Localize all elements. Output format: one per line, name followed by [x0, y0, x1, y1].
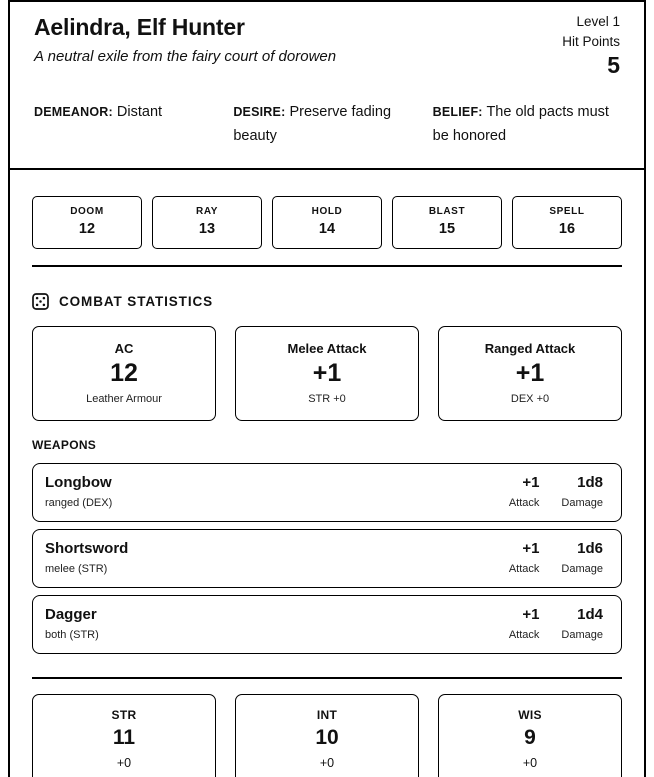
ability-label: STR: [111, 708, 137, 722]
weapon-attack-col: [509, 473, 540, 511]
weapon-damage-label: Damage: [561, 629, 603, 641]
weapon-stats: [509, 473, 603, 511]
stat-card-ac: [32, 326, 216, 421]
weapon-damage-label: Damage: [561, 563, 603, 575]
character-sheet: [8, 0, 646, 777]
stat-label: Ranged Attack: [484, 341, 576, 356]
save-value: 16: [558, 221, 576, 237]
weapon-row-shortsword: [32, 529, 622, 588]
weapon-name: Shortsword: [45, 540, 129, 557]
stat-label: AC: [114, 341, 134, 356]
ability-value: 11: [112, 726, 136, 749]
hit-points-value: 5: [607, 52, 620, 78]
dice-icon: [32, 293, 49, 310]
ability-value: 9: [524, 726, 536, 749]
save-label: HOLD: [311, 206, 343, 217]
weapon-attack-col: [509, 605, 540, 643]
divider: [32, 265, 622, 267]
weapon-attack-label: Attack: [508, 563, 540, 575]
save-label: BLAST: [428, 206, 466, 217]
level-label: Level 1: [576, 14, 620, 29]
character-subtitle: A neutral exile from the fairy court of dorowen: [34, 48, 337, 65]
weapon-list: [32, 463, 622, 654]
ability-label: WIS: [518, 708, 542, 722]
weapon-attack-value: +1: [522, 540, 540, 557]
trait-demeanor: [34, 100, 221, 148]
save-box-doom: [32, 196, 142, 249]
save-value: 13: [198, 221, 216, 237]
trait-desire: [233, 100, 420, 148]
sheet-header: [10, 2, 644, 170]
stat-card-ranged-attack: [438, 326, 622, 421]
save-box-ray: [152, 196, 262, 249]
stat-label: Melee Attack: [287, 341, 367, 356]
saves-row: [32, 196, 622, 249]
ability-label: INT: [316, 708, 338, 722]
weapon-name: Dagger: [45, 606, 97, 623]
ability-modifier: +0: [522, 756, 538, 770]
weapon-row-longbow: [32, 463, 622, 522]
trait-belief-label: BELIEF:: [432, 105, 483, 119]
stat-detail: STR +0: [308, 393, 346, 405]
sheet-body: [10, 170, 644, 777]
ability-card-str: [32, 694, 216, 777]
weapon-attack-col: [509, 539, 540, 577]
save-value: 15: [438, 221, 456, 237]
weapon-name: Longbow: [45, 474, 112, 491]
stat-detail: DEX +0: [510, 393, 550, 405]
stat-value: +1: [515, 359, 545, 387]
save-box-blast: [392, 196, 502, 249]
section-title: COMBAT STATISTICS: [59, 294, 214, 309]
trait-belief-value: The old pacts must be honored: [432, 104, 609, 144]
save-label: SPELL: [549, 206, 585, 217]
combat-stat-cards: [32, 326, 622, 421]
header-top: [34, 12, 620, 79]
trait-desire-value: Preserve fading beauty: [233, 104, 392, 144]
save-value: 14: [318, 221, 336, 237]
weapon-type: melee (STR): [45, 563, 108, 575]
weapon-attack-value: +1: [522, 606, 540, 623]
weapon-info: [45, 473, 112, 511]
ability-modifier: +0: [116, 756, 132, 770]
combat-statistics-header: [32, 293, 622, 310]
save-box-spell: [512, 196, 622, 249]
weapon-attack-label: Attack: [508, 497, 540, 509]
save-box-hold: [272, 196, 382, 249]
trait-demeanor-label: DEMEANOR:: [34, 105, 113, 119]
weapon-damage-value: 1d8: [577, 474, 603, 491]
title-block: [34, 12, 336, 67]
ability-modifier: +0: [319, 756, 335, 770]
weapon-info: [45, 539, 128, 577]
traits-row: [34, 100, 620, 148]
ability-cards-row-1: [32, 694, 622, 777]
save-label: RAY: [196, 206, 218, 217]
stat-value: +1: [312, 359, 342, 387]
weapon-damage-label: Damage: [561, 497, 603, 509]
ability-card-int: [235, 694, 419, 777]
weapon-type: both (STR): [45, 629, 99, 641]
ability-card-wis: [438, 694, 622, 777]
trait-belief: [433, 100, 620, 148]
save-value: 12: [78, 221, 96, 237]
stat-value: 12: [110, 359, 138, 387]
trait-desire-label: DESIRE:: [233, 105, 286, 119]
level-hp-block: [562, 12, 620, 79]
divider: [32, 677, 622, 679]
character-name: Aelindra, Elf Hunter: [34, 14, 245, 40]
weapon-attack-label: Attack: [508, 629, 540, 641]
ability-value: 10: [315, 726, 339, 749]
weapon-damage-col: [561, 473, 603, 511]
hit-points-label: Hit Points: [562, 34, 620, 49]
weapon-type: ranged (DEX): [45, 497, 113, 509]
weapon-row-dagger: [32, 595, 622, 654]
stat-card-melee-attack: [235, 326, 419, 421]
weapon-stats: [509, 539, 603, 577]
weapon-damage-value: 1d4: [577, 606, 603, 623]
trait-demeanor-value: Distant: [116, 104, 163, 120]
weapon-damage-value: 1d6: [577, 540, 603, 557]
weapon-stats: [509, 605, 603, 643]
weapon-damage-col: [561, 539, 603, 577]
stat-detail: Leather Armour: [86, 393, 162, 405]
weapon-info: [45, 605, 99, 643]
weapon-damage-col: [561, 605, 603, 643]
save-label: DOOM: [70, 206, 104, 217]
weapon-attack-value: +1: [522, 474, 540, 491]
weapons-section-label: WEAPONS: [32, 438, 97, 452]
